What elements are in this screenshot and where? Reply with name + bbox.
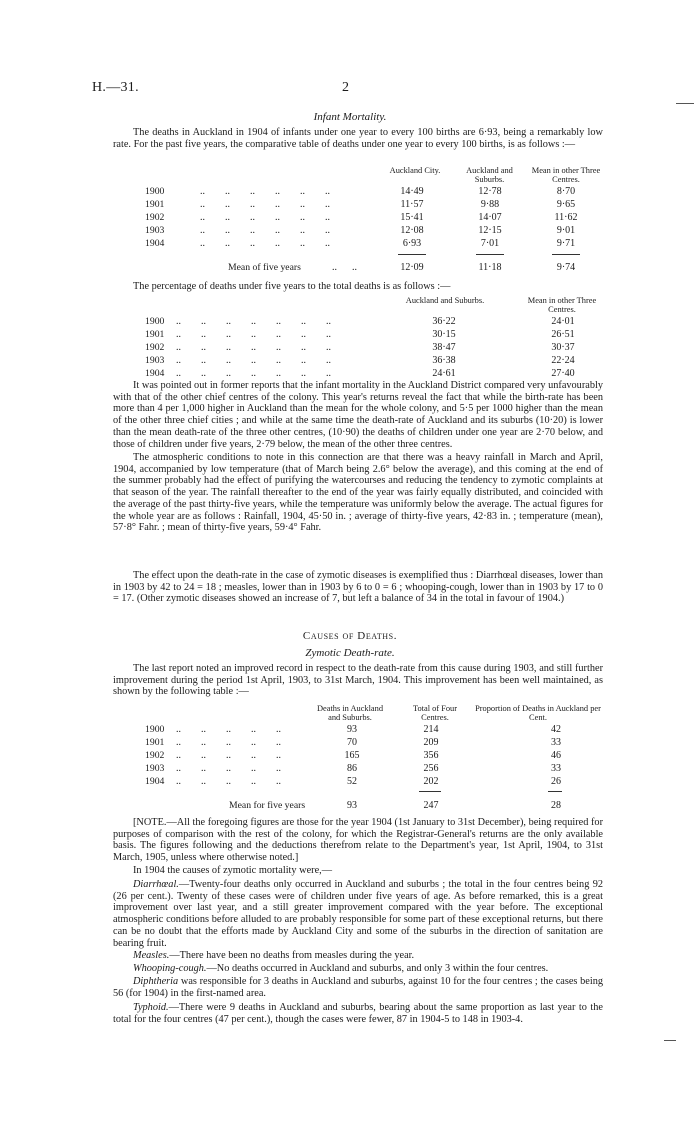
- cell-other: 26·51: [551, 329, 575, 340]
- row-year: 1904: [145, 776, 165, 787]
- column-header-auckland-deaths: Deaths in Auckland and Suburbs.: [316, 704, 384, 722]
- column-header-other-centres: Mean in other Three Centres.: [531, 166, 601, 184]
- sum-rule: [548, 791, 562, 792]
- column-header-suburbs: Auckland and Suburbs.: [405, 296, 485, 305]
- cell-city: 12·09: [400, 262, 424, 273]
- cell-other: 22·24: [551, 355, 575, 366]
- row-year: 1901: [145, 329, 165, 340]
- subsection-title-zymotic: Zymotic Death-rate.: [305, 647, 395, 659]
- row-year: 1900: [145, 186, 165, 197]
- row-year: 1903: [145, 763, 165, 774]
- cell-suburbs: 14·07: [478, 212, 502, 223]
- cell-proportion: 42: [551, 724, 561, 735]
- leader-dots: .. .. .. .. .. .. ..: [176, 355, 331, 366]
- leader-dots: .. ..: [332, 262, 357, 273]
- cell-suburbs: 9·88: [480, 199, 500, 210]
- mean-label: Mean for five years: [229, 800, 306, 811]
- page-number: 2: [342, 80, 349, 95]
- leader-dots: .. .. .. .. .. ..: [200, 199, 330, 210]
- disease-diphtheria: [113, 976, 603, 999]
- cell-total: 214: [423, 724, 439, 735]
- leader-dots: .. .. .. .. .. .. ..: [176, 316, 331, 327]
- cell-proportion: 33: [551, 737, 561, 748]
- cell-suburbs: 36·22: [432, 316, 456, 327]
- row-year: 1900: [145, 316, 165, 327]
- disease-name: Whooping-cough.: [133, 963, 207, 974]
- cell-other: 9·65: [556, 199, 576, 210]
- cell-auckland: 165: [344, 750, 360, 761]
- leader-dots: .. .. .. .. .. .. ..: [176, 329, 331, 340]
- cell-total: 356: [423, 750, 439, 761]
- cell-proportion: 33: [551, 763, 561, 774]
- under-five-intro: The percentage of deaths under five years to the total deaths is as follows :—: [133, 281, 451, 292]
- row-year: 1903: [145, 355, 165, 366]
- zymotic-causes-intro: In 1904 the causes of zymotic mortality were,—: [133, 865, 333, 876]
- cell-other: 8·70: [556, 186, 576, 197]
- leader-dots: .. .. .. .. ..: [176, 776, 281, 787]
- row-year: 1904: [145, 368, 165, 379]
- cell-proportion: 26: [551, 776, 561, 787]
- cell-total: 247: [423, 800, 439, 811]
- cell-proportion: 28: [551, 800, 561, 811]
- sum-rule: [398, 254, 426, 255]
- cell-other: 24·01: [551, 316, 575, 327]
- cell-auckland: 70: [347, 737, 357, 748]
- cell-total: 256: [423, 763, 439, 774]
- cell-suburbs: 24·61: [432, 368, 456, 379]
- cell-suburbs: 11·18: [478, 262, 502, 273]
- leader-dots: .. .. .. .. .. ..: [200, 186, 330, 197]
- cell-other: 9·71: [556, 238, 576, 249]
- disease-diarrhoeal: [113, 879, 603, 949]
- cell-city: 12·08: [400, 225, 424, 236]
- section-title-infant-mortality: Infant Mortality.: [313, 111, 387, 123]
- disease-name: Diphtheria: [133, 976, 179, 987]
- leader-dots: .. .. .. .. ..: [176, 763, 281, 774]
- cell-other: 27·40: [551, 368, 575, 379]
- leader-dots: .. .. .. .. ..: [176, 750, 281, 761]
- disease-name: Measles.: [133, 950, 170, 961]
- cell-other: 30·37: [551, 342, 575, 353]
- cell-suburbs: 12·15: [478, 225, 502, 236]
- row-year: 1901: [145, 737, 165, 748]
- mean-label: Mean of five years: [228, 262, 301, 273]
- disease-measles: [113, 950, 603, 962]
- leader-dots: .. .. .. .. ..: [176, 737, 281, 748]
- leader-dots: .. .. .. .. .. ..: [200, 212, 330, 223]
- disease-text: —There were 9 deaths in Auckland and suburbs, bearing about the same proportion as last year to the total for the four centres (47 per cent.), though the cases were fewer, 87 in 1904-5 to 148 in 1903-4.: [113, 1002, 603, 1025]
- column-header-suburbs: Auckland and Suburbs.: [466, 166, 513, 184]
- note-paragraph: [NOTE.—All the foregoing figures are those for the year 1904 (1st January to 31st December), being required for purposes of comparison with the rest of the colony, for which the Registrar-General's returns are the only available basis. The figures following and the deductions therefrom relate to the Department's year, 1st April, 1904, to 31st March, 1905, unless where otherwise noted.]: [113, 817, 603, 864]
- disease-text: —No deaths occurred in Auckland and suburbs, and only 3 within the four centres.: [206, 963, 549, 974]
- disease-whooping-cough: [113, 963, 603, 975]
- column-header-other-centres: Mean in other Three Centres.: [527, 296, 597, 314]
- sum-rule: [419, 791, 441, 792]
- row-year: 1902: [145, 750, 165, 761]
- cell-city: 14·49: [400, 186, 424, 197]
- disease-typhoid: [113, 1002, 603, 1025]
- row-year: 1901: [145, 199, 165, 210]
- cell-auckland: 86: [347, 763, 357, 774]
- cell-proportion: 46: [551, 750, 561, 761]
- disease-text: —Twenty-four deaths only occurred in Auckland and suburbs ; the total in the four centres being 92 (26 per cent.). Twenty of these cases were of children under five years of age. As before remarked, this is a great improvement over last year, and a still greater improvement compared with the year before. The exceptional atmospheric conditions before alluded to are probably responsible for some part of these exceptional returns, but there can be no doubt that the efforts made by Auckland City and some of the suburbs in the direction of sanitation are bearing fruit.: [113, 879, 603, 949]
- leader-dots: .. .. .. .. .. .. ..: [176, 342, 331, 353]
- cell-auckland: 93: [347, 800, 357, 811]
- paragraph-atmospheric-conditions: The atmospheric conditions to note in this connection are that there was a heavy rainfall in March and April, 1904, accompanied by low temperature (that of March being 2.6° below the average), and this coming at the end of the summer probably had the effect of purifying the watercourses and reducing the tendency to zymotic complaints at that season of the year. The rainfall thereafter to the end of the year was fairly equally distributed, and coincided with the average of the past thirty-five years, while the temperature was uniformly below the average. The actual figures for the whole year are as follows : Rainfall, 1904, 45·50 in. ; average of thirty-five years, 42·83 in. ; temperature (mean), 57·8° Fahr. ; mean of thirty-five years, 59·4° Fahr.: [113, 452, 603, 534]
- leader-dots: .. .. .. .. .. ..: [200, 225, 330, 236]
- paragraph-infant-comparison: It was pointed out in former reports that the infant mortality in the Auckland District compared very unfavourably with that of the other chief centres of the colony. This year's returns reveal the fact that while the birth-rate has been more than 4 per 1,000 higher in Auckland than the mean for the whole colony, and 5·5 per 1000 higher than the mean of the other three chief cities ; and while at the same time the death-rate of Auckland and its suburbs (10·20) is lower than the mean death-rate of the three other centres, (10·90) the deaths of children under one year are 2·70 below, and those of children under five years, 2·79 below, the mean of the other three centres.: [113, 380, 603, 450]
- cell-other: 11·62: [554, 212, 578, 223]
- cell-auckland: 93: [347, 724, 357, 735]
- leader-dots: .. .. .. .. .. ..: [200, 238, 330, 249]
- row-year: 1902: [145, 212, 165, 223]
- row-year: 1900: [145, 724, 165, 735]
- disease-name: Diarrhœal.: [133, 879, 179, 890]
- leader-dots: .. .. .. .. ..: [176, 724, 281, 735]
- cell-city: 15·41: [400, 212, 424, 223]
- cell-total: 202: [423, 776, 439, 787]
- document-reference: H.—31.: [92, 80, 139, 95]
- cell-suburbs: 30·15: [432, 329, 456, 340]
- cell-city: 11·57: [400, 199, 424, 210]
- infant-mortality-intro: The deaths in Auckland in 1904 of infants under one year to every 100 births are 6·93, being a remarkably low rate. For the past five years, the comparative table of deaths under one year to every 100 births, is as follows :—: [113, 127, 603, 150]
- column-header-proportion: Proportion of Deaths in Auckland per Cent.: [475, 704, 601, 722]
- cell-suburbs: 7·01: [480, 238, 500, 249]
- row-year: 1903: [145, 225, 165, 236]
- cell-suburbs: 12·78: [478, 186, 502, 197]
- cell-city: 6·93: [402, 238, 422, 249]
- column-header-city: Auckland City.: [389, 166, 441, 175]
- row-year: 1904: [145, 238, 165, 249]
- disease-text: —There have been no deaths from measles during the year.: [169, 950, 415, 961]
- sum-rule: [552, 254, 580, 255]
- cell-other: 9·74: [556, 262, 576, 273]
- cell-other: 9·01: [556, 225, 576, 236]
- causes-intro: The last report noted an improved record in respect to the death-rate from this cause during 1903, and still further improvement during the period 1st April, 1903, to 31st March, 1904. This improvement has been well maintained, as shown by the following table :—: [113, 663, 603, 698]
- row-year: 1902: [145, 342, 165, 353]
- paragraph-zymotic-effect: The effect upon the death-rate in the case of zymotic diseases is exemplified thus : Diarrhœal diseases, lower than in 1903 by 42 to 24 = 18 ; measles, lower than in 1903 by 6 to 0 = 6 ; whooping-cough, lower than in 1903 by 17 to 0 = 17. (Other zymotic diseases showed an increase of 7, but left a balance of 34 in the total in favour of 1904.): [113, 570, 603, 605]
- margin-mark: [676, 103, 694, 104]
- sum-rule: [476, 254, 504, 255]
- column-header-total-four-centres: Total of Four Centres.: [412, 704, 458, 722]
- disease-text: was responsible for 3 deaths in Auckland and suburbs, against 10 for the four centres ; the cases being 56 (for 1904) in the first-named area.: [113, 976, 603, 999]
- cell-auckland: 52: [347, 776, 357, 787]
- disease-name: Typhoid.: [133, 1002, 169, 1013]
- leader-dots: .. .. .. .. .. .. ..: [176, 368, 331, 379]
- section-title-causes-of-deaths: Causes of Deaths.: [302, 630, 398, 642]
- cell-suburbs: 38·47: [432, 342, 456, 353]
- margin-mark: [664, 1040, 676, 1041]
- cell-total: 209: [423, 737, 439, 748]
- cell-suburbs: 36·38: [432, 355, 456, 366]
